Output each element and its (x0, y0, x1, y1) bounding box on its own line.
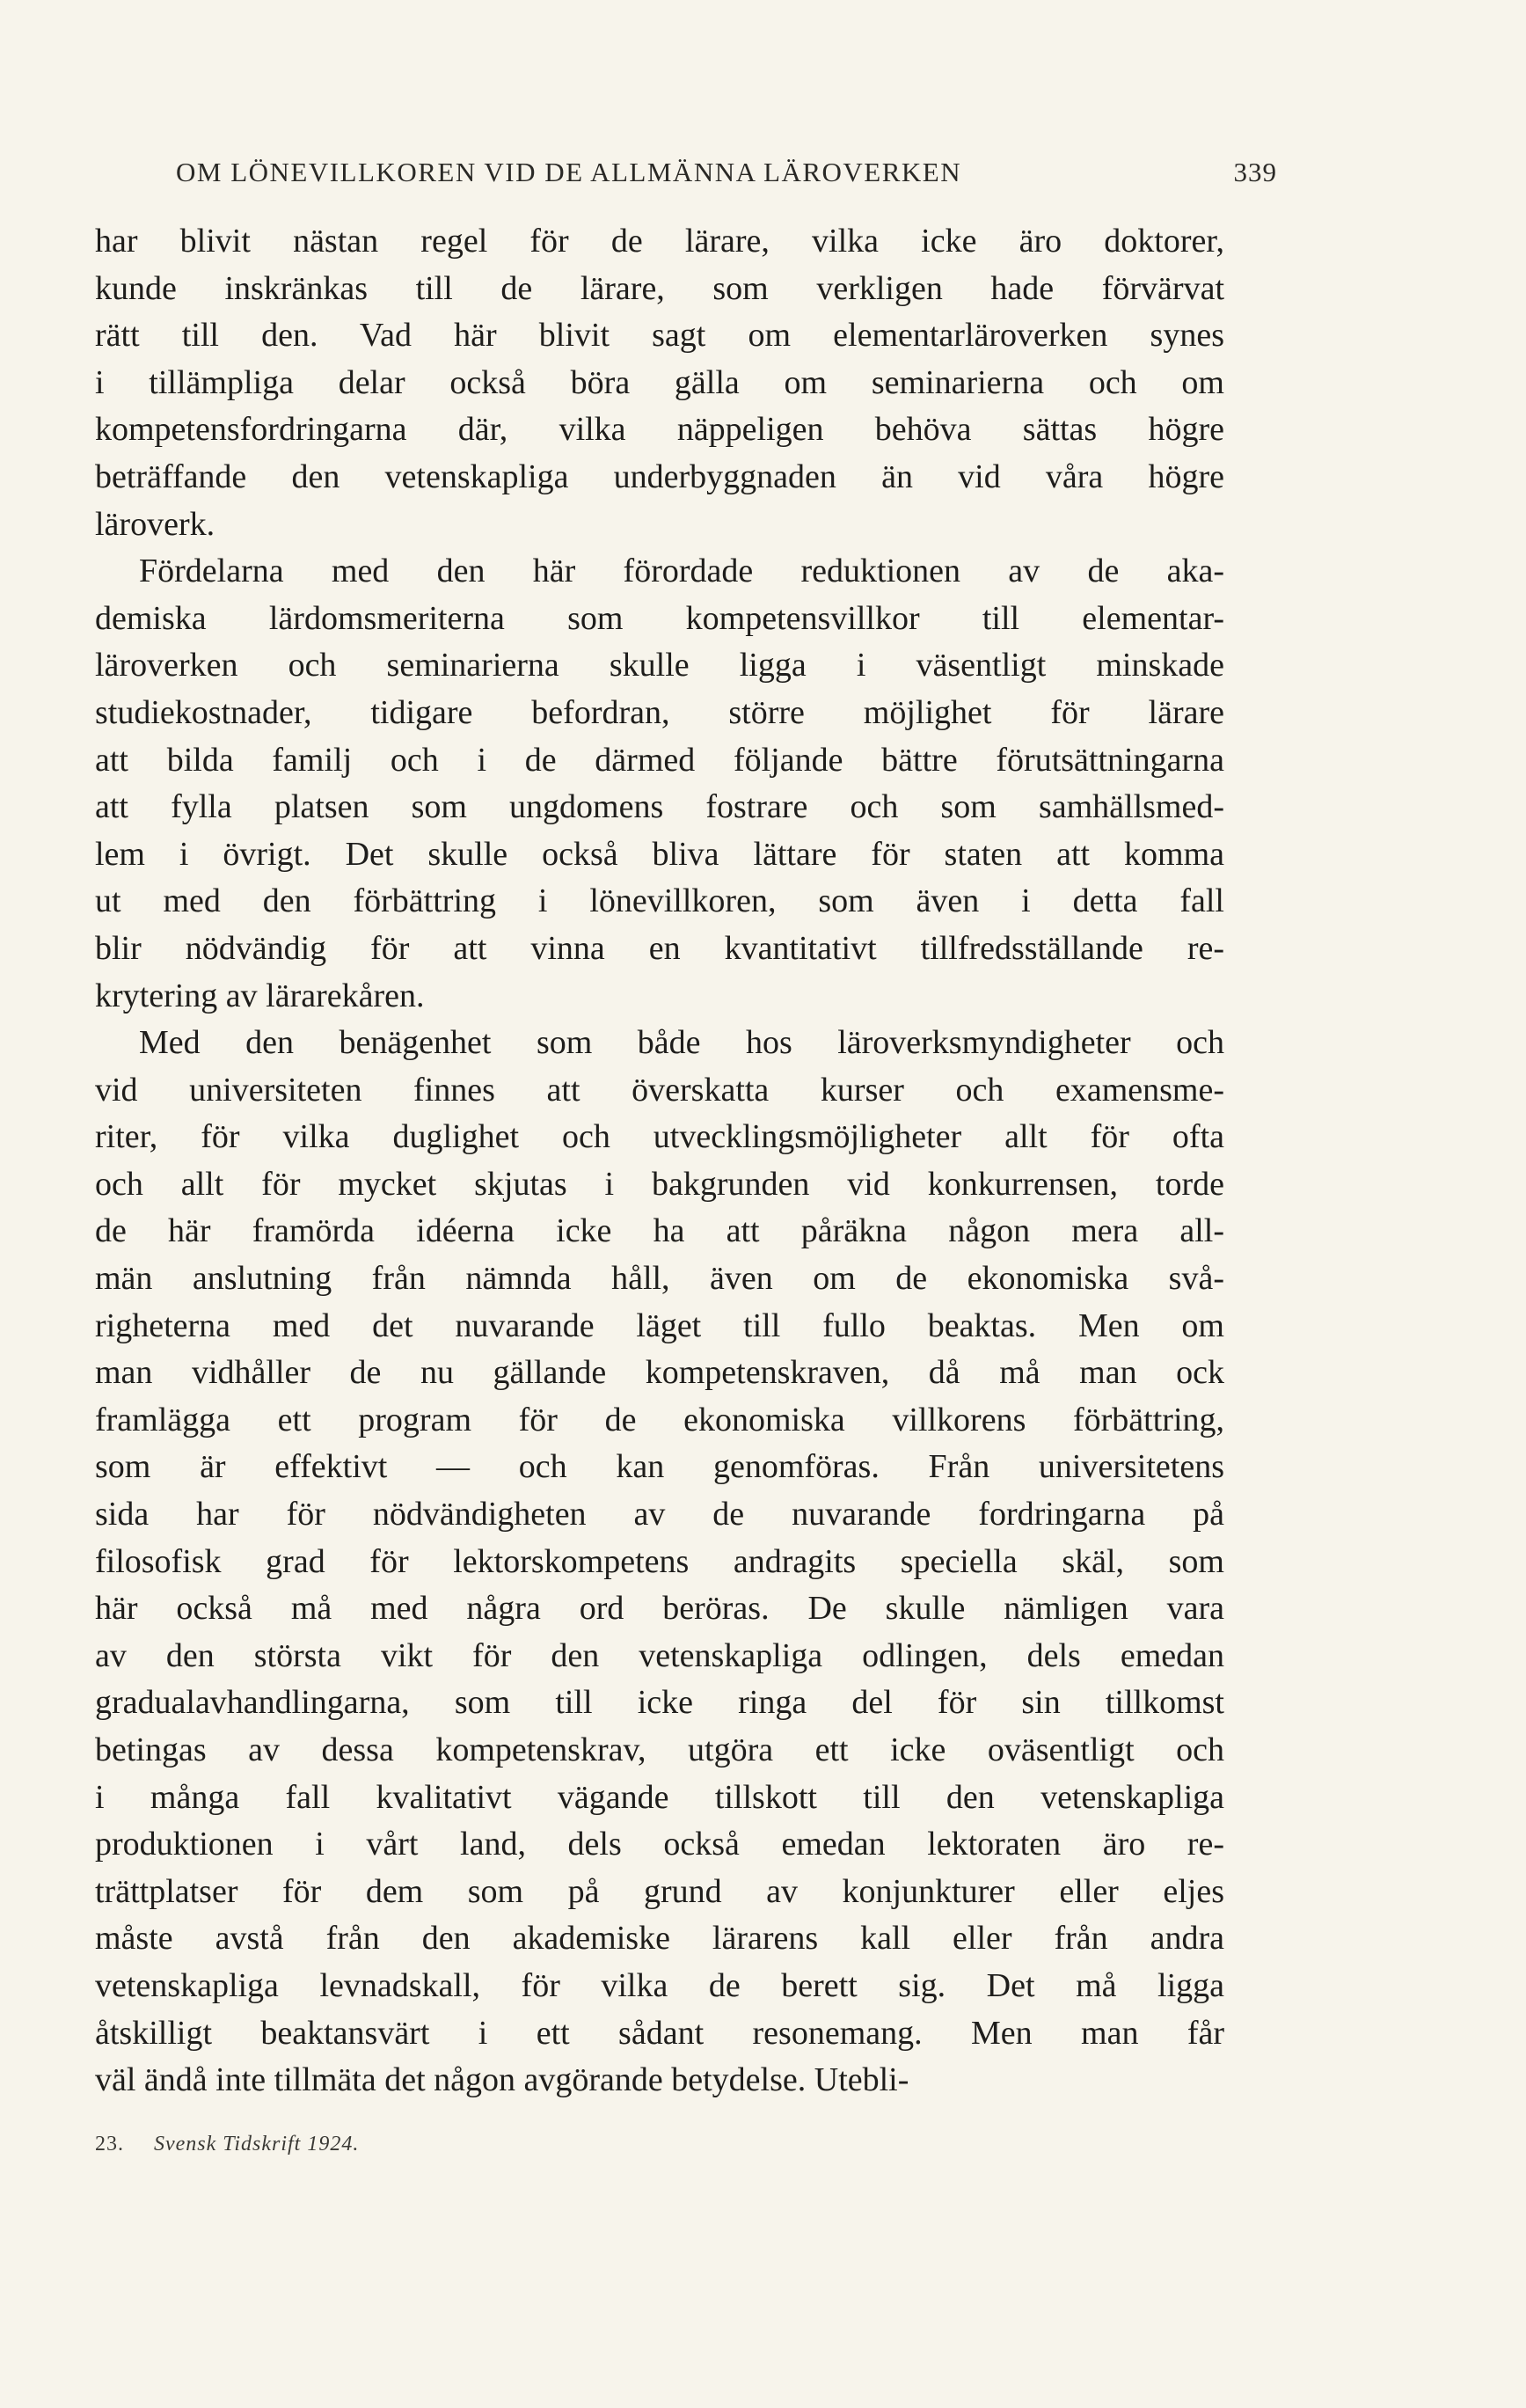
text-line: att fylla platsen som ungdomens fostrare och som samhällsmed- (95, 788, 1224, 826)
text-line: åtskilligt beaktansvärt i ett sådant resonemang. Men man får (95, 2014, 1224, 2052)
body-text (95, 218, 1224, 2104)
signature-mark: 23. (95, 2133, 124, 2155)
text-line: Med den benägenhet som både hos läroverksmyndigheter och (139, 1024, 1224, 1062)
text-line: i många fall kvalitativt vägande tillskott till den vetenskapliga (95, 1778, 1224, 1816)
text-line: att bilda familj och i de därmed följande bättre förutsättningarna (95, 741, 1224, 779)
text-line: lem i övrigt. Det skulle också bliva lättare för staten att komma (95, 835, 1224, 873)
paragraph (95, 218, 1224, 548)
text-line: män anslutning från nämnda håll, även om de ekonomiska svå- (95, 1260, 1224, 1298)
text-line: framlägga ett program för de ekonomiska villkorens förbättring, (95, 1401, 1224, 1438)
text-line: kunde inskränkas till de lärare, som verkligen hade förvärvat (95, 269, 1224, 307)
text-line: läroverk. (95, 505, 215, 543)
text-line: läroverken och seminarierna skulle ligga i väsentligt minskade (95, 647, 1224, 684)
journal-name: Svensk Tidskrift 1924. (154, 2133, 360, 2155)
text-line: man vidhåller de nu gällande kompetenskraven, då må man ock (95, 1354, 1224, 1392)
text-line: riter, för vilka duglighet och utvecklingsmöjligheter allt för ofta (95, 1118, 1224, 1156)
text-line: väl ändå inte tillmäta det någon avgörande betydelse. Utebli- (95, 2061, 909, 2099)
text-line: filosofisk grad för lektorskompetens andragits speciella skäl, som (95, 1542, 1224, 1580)
page-footer (95, 2133, 359, 2156)
text-line: vetenskapliga levnadskall, för vilka de berett sig. Det må ligga (95, 1966, 1224, 2004)
text-line: i tillämpliga delar också böra gälla om seminarierna och om (95, 363, 1224, 401)
text-line: ut med den förbättring i lönevillkoren, som även i detta fall (95, 882, 1224, 920)
text-line: righeterna med det nuvarande läget till fullo beaktas. Men om (95, 1306, 1224, 1344)
text-line: beträffande den vetenskapliga underbyggnaden än vid våra högre (95, 457, 1224, 495)
text-line: de här framörda idéerna icke ha att påräkna någon mera all- (95, 1212, 1224, 1250)
text-line: Fördelarna med den här förordade reduktionen av de aka- (139, 553, 1224, 590)
text-line: rätt till den. Vad här blivit sagt om elementarläroverken synes (95, 317, 1224, 355)
text-line: sida har för nödvändigheten av de nuvarande fordringarna på (95, 1496, 1224, 1533)
text-line: studiekostnader, tidigare befordran, större möjlighet för lärare (95, 693, 1224, 731)
text-line: har blivit nästan regel för de lärare, vilka icke äro doktorer, (95, 223, 1224, 260)
text-line: och allt för mycket skjutas i bakgrunden vid konkurrensen, torde (95, 1165, 1224, 1203)
page-number: 339 (1233, 157, 1277, 187)
text-line: krytering av lärarekåren. (95, 977, 425, 1014)
text-line: produktionen i vårt land, dels också emedan lektoraten äro re- (95, 1826, 1224, 1863)
text-line: demiska lärdomsmeriterna som kompetensvillkor till elementar- (95, 599, 1224, 637)
text-line: av den största vikt för den vetenskapliga odlingen, dels emedan (95, 1636, 1224, 1674)
text-line: vid universiteten finnes att överskatta kurser och examensme- (95, 1071, 1224, 1109)
text-line: kompetensfordringarna där, vilka näppeligen behöva sättas högre (95, 411, 1224, 449)
text-line: som är effektivt — och kan genomföras. Från universitetens (95, 1448, 1224, 1486)
text-line: blir nödvändig för att vinna en kvantitativt tillfredsställande re- (95, 929, 1224, 967)
text-line: trättplatser för dem som på grund av konjunkturer eller eljes (95, 1872, 1224, 1910)
text-line: måste avstå från den akademiske lärarens kall eller från andra (95, 1920, 1224, 1958)
text-line: här också må med några ord beröras. De skulle nämligen vara (95, 1590, 1224, 1628)
text-line: gradualavhandlingarna, som till icke ringa del för sin tillkomst (95, 1684, 1224, 1722)
paragraph (95, 1020, 1224, 2104)
paragraph (95, 548, 1224, 1020)
running-head: OM LÖNEVILLKOREN VID DE ALLMÄNNA LÄROVERKEN (176, 157, 962, 187)
text-line: betingas av dessa kompetenskrav, utgöra ett icke oväsentligt och (95, 1731, 1224, 1768)
page-header (176, 157, 1277, 201)
